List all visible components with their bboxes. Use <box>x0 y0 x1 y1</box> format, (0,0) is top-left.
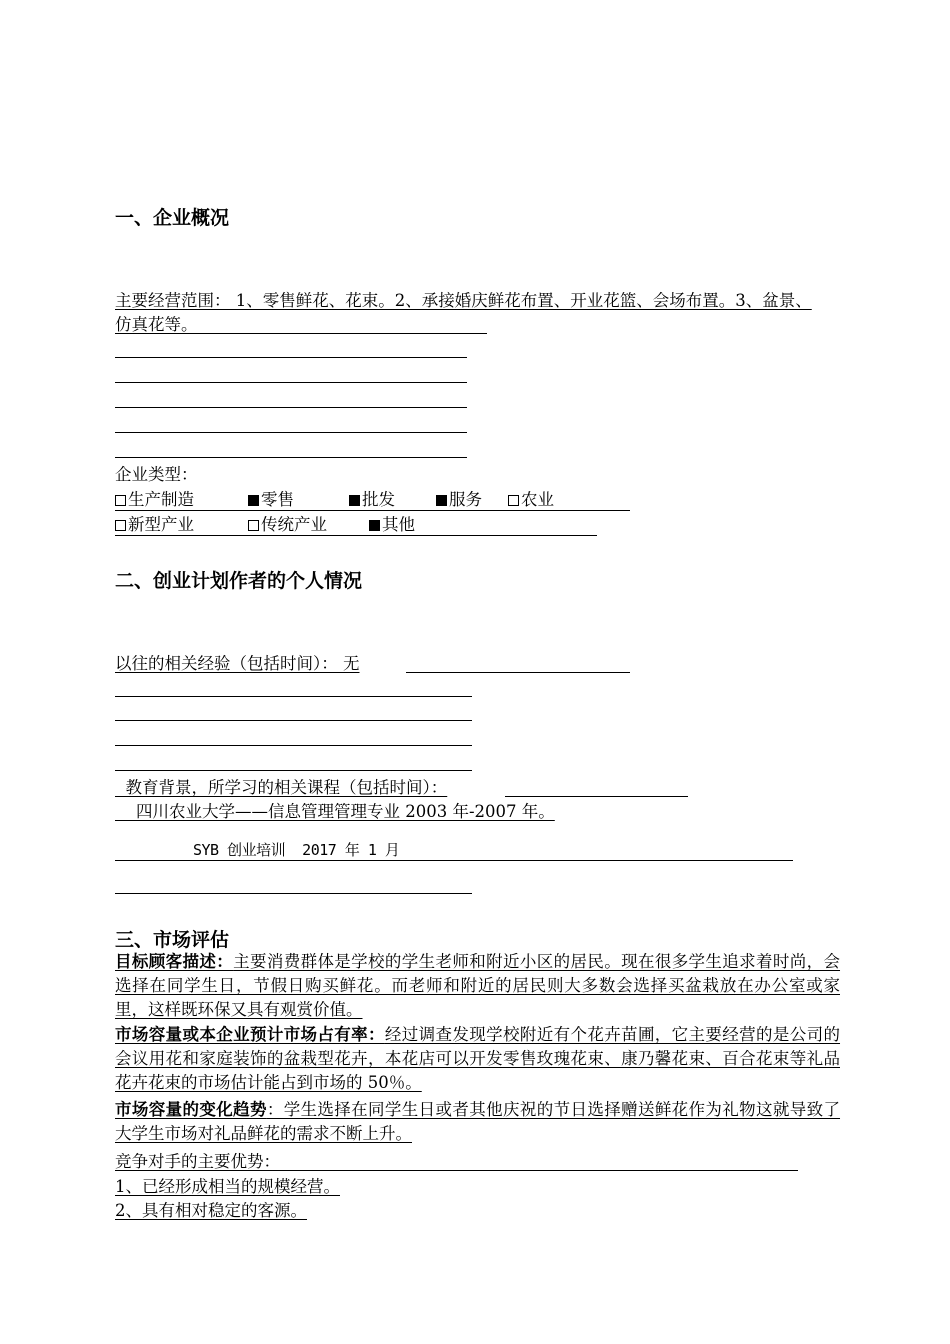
fill-line <box>190 333 487 334</box>
blank-line <box>115 893 472 894</box>
blank-line <box>115 770 472 771</box>
blank-line <box>115 745 472 746</box>
competitor-advantage-1: 1、已经形成相当的规模经营。 <box>115 1177 340 1196</box>
market-trend-text: ：学生选择在同学生日或者其他庆祝的节日选择赠送鲜花作为礼物这就导致了大学生市场对礼品鲜花的需求不断上升。 <box>115 1100 841 1143</box>
education-entry-2: SYB 创业培训 2017 年 1 月 <box>193 841 400 859</box>
checkbox-empty-icon <box>248 520 259 531</box>
competitor-advantage-label: 竞争对手的主要优势： <box>115 1152 280 1171</box>
fill-line <box>406 672 630 673</box>
blank-line <box>115 696 472 697</box>
type-option-service[interactable]: 服务 <box>436 488 482 512</box>
type-option-wholesale[interactable]: 批发 <box>349 488 395 512</box>
business-scope-line-1: 主要经营范围： 1、零售鲜花、花束。2、承接婚庆鲜花布置、开业花篮、会场布置。3、盆景、 <box>115 291 812 310</box>
blank-line <box>115 720 472 721</box>
type-option-traditional-industry[interactable]: 传统产业 <box>248 513 327 537</box>
type-option-agriculture[interactable]: 农业 <box>508 488 554 512</box>
blank-line <box>115 457 467 458</box>
checkbox-filled-icon <box>436 495 447 506</box>
market-capacity-paragraph <box>115 1023 840 1095</box>
fill-line <box>265 1170 798 1171</box>
education-entry-1: 四川农业大学——信息管理管理专业 2003 年-2007 年。 <box>115 802 555 821</box>
checkbox-empty-icon <box>115 495 126 506</box>
checkbox-empty-icon <box>508 495 519 506</box>
experience-line: 以往的相关经验（包括时间）： 无 <box>115 654 360 673</box>
target-customer-paragraph <box>115 950 840 1022</box>
fill-line <box>505 796 688 797</box>
section-1-heading: 一、企业概况 <box>115 207 230 229</box>
checkbox-filled-icon <box>248 495 259 506</box>
blank-line <box>115 407 467 408</box>
checkbox-filled-icon <box>369 520 380 531</box>
education-entry-2-underline <box>115 860 793 861</box>
education-label: 教育背景，所学习的相关课程（包括时间）： <box>115 778 448 797</box>
section-2-heading: 二、创业计划作者的个人情况 <box>115 570 363 592</box>
types-row-2-underline <box>115 535 597 536</box>
blank-line <box>115 382 467 383</box>
blank-line <box>115 357 467 358</box>
types-row-1-underline <box>115 510 630 511</box>
market-capacity-label: 市场容量或本企业预计市场占有率： <box>115 1025 385 1044</box>
market-trend-paragraph <box>115 1098 840 1146</box>
competitor-advantage-2: 2、具有相对稳定的客源。 <box>115 1201 307 1220</box>
type-option-retail[interactable]: 零售 <box>248 488 294 512</box>
market-capacity-text: 经过调查发现学校附近有个花卉苗圃，它主要经营的是公司的会议用花和家庭装饰的盆栽型花卉，本花店可以开发零售玫瑰花束、康乃馨花束、百合花束等礼品花卉花束的市场估计能占到市场的 50％。 <box>115 1025 841 1092</box>
target-customer-text: 主要消费群体是学校的学生老师和附近小区的居民。现在很多学生追求着时尚，会选择在同学生日，节假日购买鲜花。而老师和附近的居民则大多数会选择买盆栽放在办公室或家里，这样既环保又具有观赏价值。 <box>115 952 841 1019</box>
target-customer-label: 目标顾客描述： <box>115 952 234 971</box>
type-option-new-industry[interactable]: 新型产业 <box>115 513 194 537</box>
checkbox-empty-icon <box>115 520 126 531</box>
section-3-heading: 三、市场评估 <box>115 929 230 951</box>
enterprise-type-label: 企业类型： <box>115 465 198 484</box>
business-scope-line-2: 仿真花等。 <box>115 315 198 334</box>
blank-line <box>115 432 467 433</box>
market-trend-label: 市场容量的变化趋势 <box>115 1100 267 1119</box>
type-option-manufacturing[interactable]: 生产制造 <box>115 488 194 512</box>
checkbox-filled-icon <box>349 495 360 506</box>
type-option-other[interactable]: 其他 <box>369 513 415 537</box>
